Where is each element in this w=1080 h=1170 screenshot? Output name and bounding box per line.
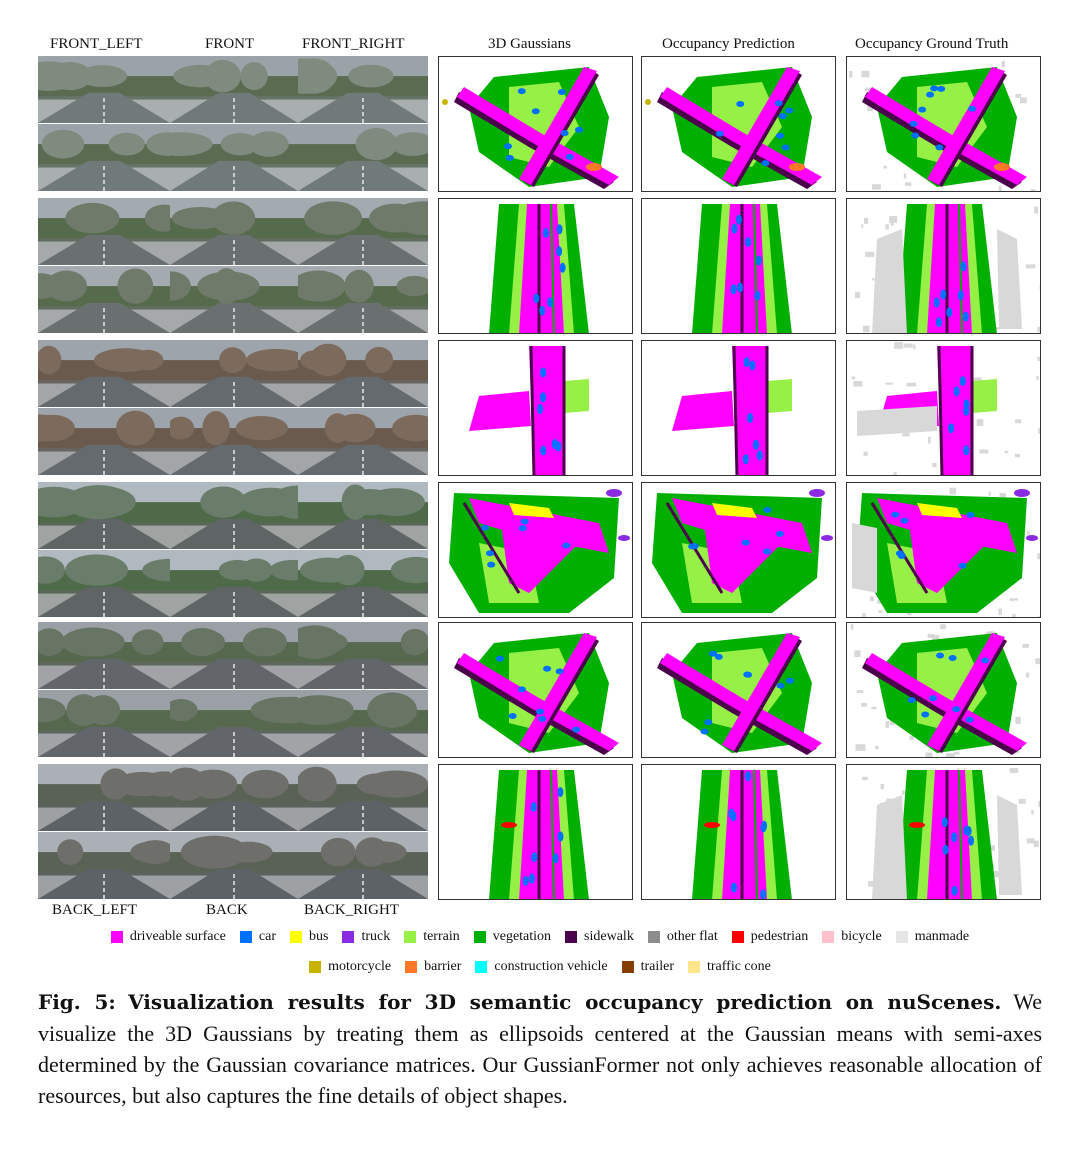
- camera-image: [170, 832, 298, 899]
- legend-item-truck: [342, 929, 390, 945]
- legend-label: motorcycle: [328, 959, 392, 974]
- camera-image: [38, 764, 170, 831]
- legend-swatch: [309, 961, 321, 973]
- prediction-panel: [641, 622, 836, 758]
- camera-image: [170, 482, 298, 549]
- legend-label: trailer: [640, 959, 674, 974]
- camera-image: [298, 550, 428, 617]
- camera-image: [38, 266, 170, 333]
- camera-image: [298, 124, 428, 191]
- camera-image: [170, 408, 298, 475]
- camera-image: [170, 266, 298, 333]
- camera-image: [170, 340, 298, 407]
- legend-label: bus: [308, 929, 329, 944]
- legend-label: barrier: [424, 959, 462, 974]
- legend-row-1: [0, 929, 1080, 945]
- legend-label: pedestrian: [750, 929, 809, 944]
- legend-label: bicycle: [841, 929, 882, 944]
- prediction-panel: [641, 340, 836, 476]
- camera-image: [170, 550, 298, 617]
- prediction-panel: [641, 764, 836, 900]
- legend-label: manmade: [914, 929, 970, 944]
- legend-swatch: [111, 931, 123, 943]
- legend-swatch: [342, 931, 354, 943]
- camera-image: [170, 56, 298, 123]
- legend-label: car: [258, 929, 276, 944]
- caption-body: We visualize the 3D Gaussians by treating them as ellipsoids centered at the Gaussian means with semi-axes determined by the Gaussian covariance matrices. Our GussianFormer not only achieves reasonable allocation of resources, but also captures the fine details of object shapes.: [38, 989, 1043, 1108]
- camera-image: [38, 198, 170, 265]
- camera-image: [38, 622, 170, 689]
- legend-label: driveable surface: [129, 929, 226, 944]
- legend-row-2: [0, 959, 1080, 975]
- legend-item-motorcycle: [309, 959, 391, 975]
- column-header-3d-gaussians: 3D Gaussians: [488, 36, 571, 52]
- legend-label: vegetation: [492, 929, 552, 944]
- legend-item-manmade: [896, 929, 969, 945]
- camera-image: [38, 124, 170, 191]
- legend-item-terrain: [404, 929, 460, 945]
- legend-item-car: [240, 929, 276, 945]
- legend-swatch: [405, 961, 417, 973]
- camera-image: [170, 690, 298, 757]
- prediction-panel: [641, 482, 836, 618]
- legend-item-vegetation: [474, 929, 551, 945]
- camera-image: [298, 266, 428, 333]
- column-header-occupancy-ground-truth: Occupancy Ground Truth: [855, 36, 1009, 52]
- prediction-panel: [641, 56, 836, 192]
- ground-truth-panel: [846, 482, 1041, 618]
- camera-image: [298, 690, 428, 757]
- camera-image: [298, 56, 428, 123]
- camera-header-back-left: BACK_LEFT: [52, 902, 138, 918]
- camera-header-front-left: FRONT_LEFT: [50, 36, 143, 52]
- gaussians-panel: [438, 482, 633, 618]
- camera-header-back: BACK: [206, 902, 248, 918]
- legend-item-sidewalk: [565, 929, 634, 945]
- gaussians-panel: [438, 622, 633, 758]
- camera-image: [298, 198, 428, 265]
- camera-image: [298, 408, 428, 475]
- camera-image: [298, 764, 428, 831]
- legend-swatch: [688, 961, 700, 973]
- legend-swatch: [404, 931, 416, 943]
- camera-image: [170, 764, 298, 831]
- ground-truth-panel: [846, 198, 1041, 334]
- camera-image: [38, 340, 170, 407]
- legend-item-bus: [290, 929, 328, 945]
- camera-image: [38, 832, 170, 899]
- gaussians-panel: [438, 198, 633, 334]
- column-header-occupancy-prediction: Occupancy Prediction: [662, 36, 795, 52]
- legend-swatch: [732, 931, 744, 943]
- camera-image: [38, 690, 170, 757]
- camera-image: [298, 482, 428, 549]
- legend-label: truck: [361, 929, 391, 944]
- legend-item-pedestrian: [732, 929, 809, 945]
- legend-label: terrain: [423, 929, 460, 944]
- legend-item-other-flat: [648, 929, 718, 945]
- camera-image: [170, 622, 298, 689]
- legend-swatch: [822, 931, 834, 943]
- legend-swatch: [896, 931, 908, 943]
- ground-truth-panel: [846, 764, 1041, 900]
- legend-item-traffic-cone: [688, 959, 771, 975]
- legend-swatch: [240, 931, 252, 943]
- camera-image: [38, 550, 170, 617]
- legend-item-bicycle: [822, 929, 881, 945]
- legend-item-barrier: [405, 959, 461, 975]
- camera-image: [298, 832, 428, 899]
- camera-image: [170, 198, 298, 265]
- caption-title: Visualization results for 3D semantic occupancy prediction on nuScenes.: [128, 990, 1002, 1014]
- legend-swatch: [622, 961, 634, 973]
- camera-image: [38, 56, 170, 123]
- gaussians-panel: [438, 56, 633, 192]
- legend-label: construction vehicle: [494, 959, 608, 974]
- camera-image: [38, 408, 170, 475]
- ground-truth-panel: [846, 622, 1041, 758]
- camera-header-front-right: FRONT_RIGHT: [302, 36, 405, 52]
- legend-label: sidewalk: [584, 929, 634, 944]
- legend-label: other flat: [666, 929, 718, 944]
- ground-truth-panel: [846, 340, 1041, 476]
- camera-image: [170, 124, 298, 191]
- camera-image: [298, 340, 428, 407]
- figure-caption: [38, 986, 1042, 1111]
- legend-swatch: [565, 931, 577, 943]
- camera-header-back-right: BACK_RIGHT: [304, 902, 400, 918]
- legend-swatch: [648, 931, 660, 943]
- ground-truth-panel: [846, 56, 1041, 192]
- prediction-panel: [641, 198, 836, 334]
- legend-item-construction-vehicle: [475, 959, 607, 975]
- legend-swatch: [290, 931, 302, 943]
- gaussians-panel: [438, 340, 633, 476]
- legend-item-trailer: [622, 959, 674, 975]
- legend-swatch: [474, 931, 486, 943]
- camera-header-front: FRONT: [205, 36, 255, 52]
- camera-image: [298, 622, 428, 689]
- camera-image: [38, 482, 170, 549]
- legend-item-driveable-surface: [111, 929, 226, 945]
- legend-label: traffic cone: [706, 959, 771, 974]
- caption-label: Fig. 5:: [38, 990, 116, 1014]
- legend-swatch: [475, 961, 487, 973]
- gaussians-panel: [438, 764, 633, 900]
